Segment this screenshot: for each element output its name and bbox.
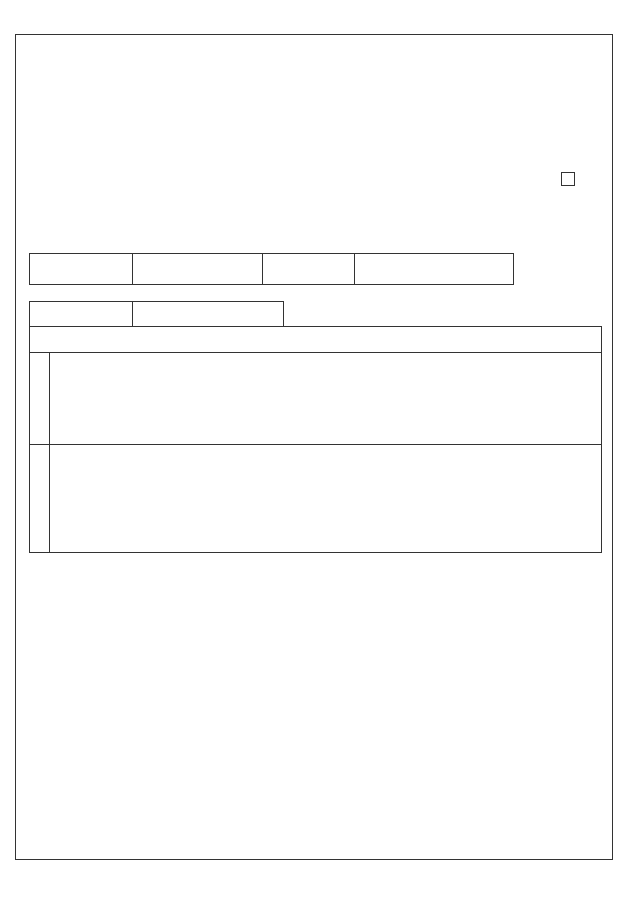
divider [49, 352, 50, 553]
insured-name-field[interactable] [133, 254, 261, 284]
seal-mark [561, 172, 575, 186]
divider [29, 352, 602, 353]
divider [132, 301, 133, 327]
divider [29, 444, 602, 445]
divider [354, 253, 355, 285]
decision-date-label [29, 301, 132, 327]
insured-number-label [262, 253, 354, 285]
insured-name-label [29, 253, 132, 285]
decision-items-table [29, 326, 602, 553]
